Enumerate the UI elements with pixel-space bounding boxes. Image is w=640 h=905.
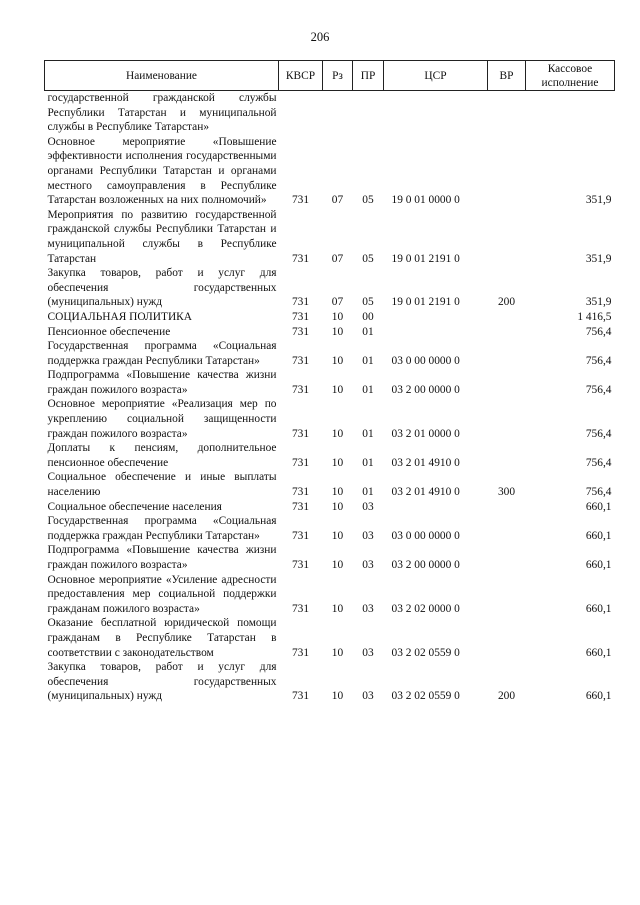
row-rz: 07 [331,252,344,265]
row-rz: 10 [331,602,344,615]
table-row [45,543,615,572]
row-csr: 03 2 01 4910 0 [391,456,460,469]
table-row [45,135,615,208]
row-csr: 03 2 01 4910 0 [391,486,460,499]
row-kvsr: 731 [291,602,310,615]
row-name: Доплаты к пенсиям, дополнительное пенсионное обеспечение [47,442,277,469]
row-amount: 351,9 [585,194,612,207]
row-kvsr: 731 [291,383,310,396]
row-amount: 660,1 [585,559,612,571]
row-kvsr: 731 [291,500,310,513]
row-amount: 351,9 [585,296,612,309]
row-csr: 19 0 01 2191 0 [391,296,460,309]
row-name: Основное мероприятие «Повышение эффективности исполнения государственными органами Республики Татарстан и органами местного самоуправления в Республике Татарстан возложенных на них полномочий» [47,135,277,207]
table-row [45,368,615,397]
table-row [45,266,615,310]
table-row [45,573,615,617]
row-kvsr: 731 [291,559,310,571]
row-vr [488,325,526,340]
row-name: Подпрограмма «Повышение качества жизни граждан пожилого возраста» [47,369,277,396]
row-rz: 10 [331,559,344,571]
row-amount: 756,4 [585,427,612,440]
row-amount: 660,1 [585,690,612,703]
row-kvsr: 731 [291,194,310,207]
row-pr: 03 [362,559,374,571]
row-rz: 10 [331,500,344,513]
row-pr [353,91,384,135]
row-pr: 00 [362,310,374,323]
row-kvsr [279,91,323,135]
row-name: государственной гражданской службы Республики Татарстан и муниципальной службы в Республике Татарстан» [47,92,277,134]
row-name: Основное мероприятие «Реализация мер по укреплению социальной защищенности граждан пожилого возраста» [47,398,277,440]
row-name: Подпрограмма «Повышение качества жизни граждан пожилого возраста» [47,544,277,571]
table-row [45,470,615,499]
row-amount: 756,4 [585,383,612,396]
row-name: Государственная программа «Социальная поддержка граждан Республики Татарстан» [47,340,277,367]
header-kvsr: КВСР [279,61,323,91]
row-pr: 05 [362,252,374,265]
row-pr: 03 [362,500,374,513]
row-kvsr: 731 [291,427,310,440]
row-csr: 03 2 00 0000 0 [391,559,460,571]
header-name: Наименование [45,61,279,91]
row-pr: 01 [362,427,374,440]
row-amount: 1 416,5 [577,310,612,323]
row-pr: 03 [362,690,374,703]
row-csr [384,325,488,340]
row-pr: 05 [362,194,374,207]
row-rz: 10 [331,646,344,659]
row-csr: 03 0 00 0000 0 [391,529,460,542]
row-csr: 03 2 02 0559 0 [391,646,460,659]
page-number: 206 [310,30,330,44]
row-rz: 10 [331,486,344,499]
row-vr [488,616,526,660]
table-row [45,325,615,340]
row-name: Основное мероприятие «Усиление адресности предоставления мер социальной поддержки гражданам пожилого возраста» [47,573,277,615]
row-rz: 07 [331,194,344,207]
row-vr [488,368,526,397]
row-name: Оказание бесплатной юридической помощи гражданам в Республике Татарстан в соответствии с законодательством [47,617,277,659]
table-row [45,91,615,135]
row-csr: 03 2 00 0000 0 [391,383,460,396]
row-csr [384,500,488,515]
row-csr [384,310,488,325]
row-vr [488,543,526,572]
header-csr: ЦСР [384,61,488,91]
row-rz: 10 [331,325,344,338]
row-rz: 07 [331,296,344,309]
row-kvsr: 731 [291,252,310,265]
row-rz: 10 [331,529,344,542]
row-pr: 03 [362,646,374,659]
row-csr: 03 2 01 0000 0 [391,427,460,440]
row-kvsr: 731 [291,456,310,469]
table-row [45,660,615,704]
header-rz: Рз [323,61,353,91]
row-vr: 300 [497,486,516,499]
row-pr: 03 [362,602,374,615]
row-vr [488,208,526,266]
row-name: Государственная программа «Социальная поддержка граждан Республики Татарстан» [47,515,277,542]
row-vr: 200 [497,296,516,309]
row-vr [488,441,526,470]
row-vr [488,573,526,617]
row-csr: 03 2 02 0000 0 [391,602,460,615]
row-vr [488,135,526,208]
row-amount: 756,4 [585,325,612,338]
row-vr: 200 [497,690,516,703]
row-rz [323,91,353,135]
row-csr [384,91,488,135]
row-kvsr: 731 [291,646,310,659]
row-kvsr: 731 [291,690,310,703]
row-name: Социальное обеспечение населения [47,500,222,513]
row-pr: 05 [362,296,374,309]
row-amount [526,91,615,135]
table-body [45,91,615,704]
row-rz: 10 [331,383,344,396]
table-row [45,514,615,543]
table-row [45,208,615,266]
row-rz: 10 [331,310,344,323]
row-name: Социальное обеспечение и иные выплаты населению [47,471,277,499]
row-amount: 351,9 [585,252,612,265]
table-row [45,310,615,325]
table-row [45,339,615,368]
row-rz: 10 [331,427,344,440]
header-kassa: Кассовое исполнение [526,61,615,91]
row-vr [488,500,526,515]
row-kvsr: 731 [291,354,310,367]
row-name: СОЦИАЛЬНАЯ ПОЛИТИКА [47,310,193,323]
row-pr: 01 [362,325,374,338]
row-csr: 19 0 01 0000 0 [391,194,460,207]
row-csr: 03 2 02 0559 0 [391,690,460,703]
row-name: Мероприятия по развитию государственной гражданской службы Республики Татарстан и муниципальной службы в Республике Татарстан [47,208,277,265]
row-vr [488,310,526,325]
table-header [45,61,615,91]
row-pr: 01 [362,486,374,499]
row-amount: 660,1 [585,500,612,513]
row-pr: 01 [362,354,374,367]
budget-execution-table [44,60,615,704]
row-pr: 01 [362,383,374,396]
row-kvsr: 731 [291,529,310,542]
row-amount: 660,1 [585,602,612,615]
row-vr [488,514,526,543]
header-pr: ПР [353,61,384,91]
row-rz: 10 [331,690,344,703]
row-amount: 660,1 [585,646,612,659]
row-pr: 01 [362,456,374,469]
row-pr: 03 [362,529,374,542]
table-row [45,616,615,660]
header-vr: ВР [488,61,526,91]
row-name: Закупка товаров, работ и услуг для обеспечения государственных (муниципальных) нужд [47,267,277,309]
table-row [45,397,615,441]
row-vr [488,339,526,368]
row-name: Закупка товаров, работ и услуг для обеспечения государственных (муниципальных) нужд [47,661,277,703]
row-kvsr: 731 [291,325,310,338]
row-amount: 756,4 [585,486,612,499]
table-row [45,500,615,515]
row-vr [488,91,526,135]
row-amount: 756,4 [585,456,612,469]
table-row [45,441,615,470]
row-vr [488,397,526,441]
row-rz: 10 [331,456,344,469]
row-csr: 03 0 00 0000 0 [391,354,460,367]
row-kvsr: 731 [291,296,310,309]
row-csr: 19 0 01 2191 0 [391,252,460,265]
row-kvsr: 731 [291,486,310,499]
row-amount: 756,4 [585,354,612,367]
row-name: Пенсионное обеспечение [47,325,171,338]
row-rz: 10 [331,354,344,367]
row-amount: 660,1 [585,529,612,542]
row-kvsr: 731 [291,310,310,323]
